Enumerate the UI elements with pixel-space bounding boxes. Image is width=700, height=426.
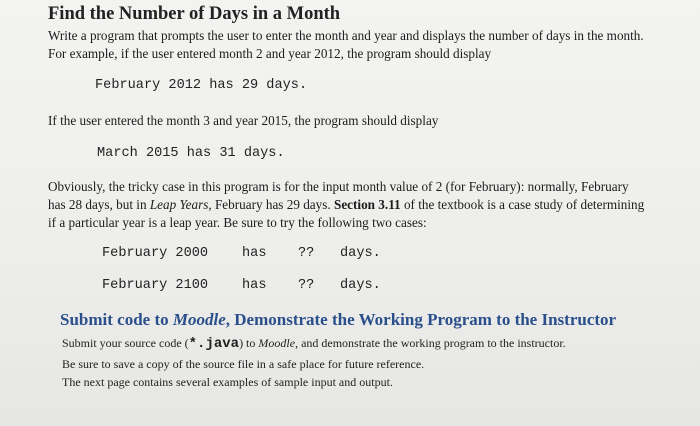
submit-heading-moodle: Moodle — [172, 310, 226, 329]
test-case-has: has — [242, 278, 267, 293]
test-case-row — [102, 246, 402, 266]
test-case-value: ?? — [298, 278, 315, 293]
para3-text-e: of the textbook is a case study of determining — [400, 197, 645, 212]
submit-heading-c: , Demonstrate the Working Program to the Instructor — [225, 310, 617, 329]
test-case-days: days. — [340, 246, 381, 261]
test-case-has: has — [242, 246, 267, 261]
section-reference: Section 3.11 — [333, 197, 401, 212]
test-case-row — [102, 278, 402, 298]
submit-line-1-d: , and demonstrate the working program to the instructor. — [295, 336, 566, 350]
para3-line-2 — [48, 196, 644, 214]
test-case-value: ?? — [298, 246, 315, 261]
leap-years-term: Leap Years — [149, 197, 209, 212]
intro-line-2: For example, if the user entered month 2 and year 2012, the program should display — [48, 46, 492, 61]
example-output-2: March 2015 has 31 days. — [97, 146, 285, 161]
submit-line-1-b: ) to — [239, 336, 259, 350]
submit-heading-a: Submit code to — [60, 310, 173, 329]
middle-paragraph: If the user entered the month 3 and year 2015, the program should display — [48, 113, 439, 128]
page-title: Find the Number of Days in a Month — [48, 4, 341, 24]
submit-heading — [60, 310, 616, 330]
para3-line-3: if a particular year is a leap year. Be sure to try the following two cases: — [48, 215, 427, 230]
example-output-1: February 2012 has 29 days. — [95, 78, 308, 93]
para3-text-a: has 28 days, but in — [48, 197, 150, 212]
test-case-month-year: February 2000 — [102, 246, 209, 261]
intro-line-1: Write a program that prompts the user to enter the month and year and displays the number of days in the month. — [48, 28, 644, 43]
test-case-days: days. — [340, 278, 381, 293]
test-case-month-year: February 2100 — [102, 278, 209, 293]
submit-line-2: Be sure to save a copy of the source file in a safe place for future reference. — [62, 357, 425, 371]
submit-line-1-a: Submit your source code ( — [62, 336, 189, 350]
java-file-pattern: *.java — [188, 336, 240, 352]
para3-line-1: Obviously, the tricky case in this program is for the input month value of 2 (for February): normally, February — [48, 179, 629, 194]
submit-line-1 — [62, 335, 566, 352]
para3-text-c: , February has 29 days. — [208, 197, 334, 212]
submit-line-3: The next page contains several examples of sample input and output. — [62, 375, 393, 389]
moodle-term: Moodle — [258, 336, 296, 350]
